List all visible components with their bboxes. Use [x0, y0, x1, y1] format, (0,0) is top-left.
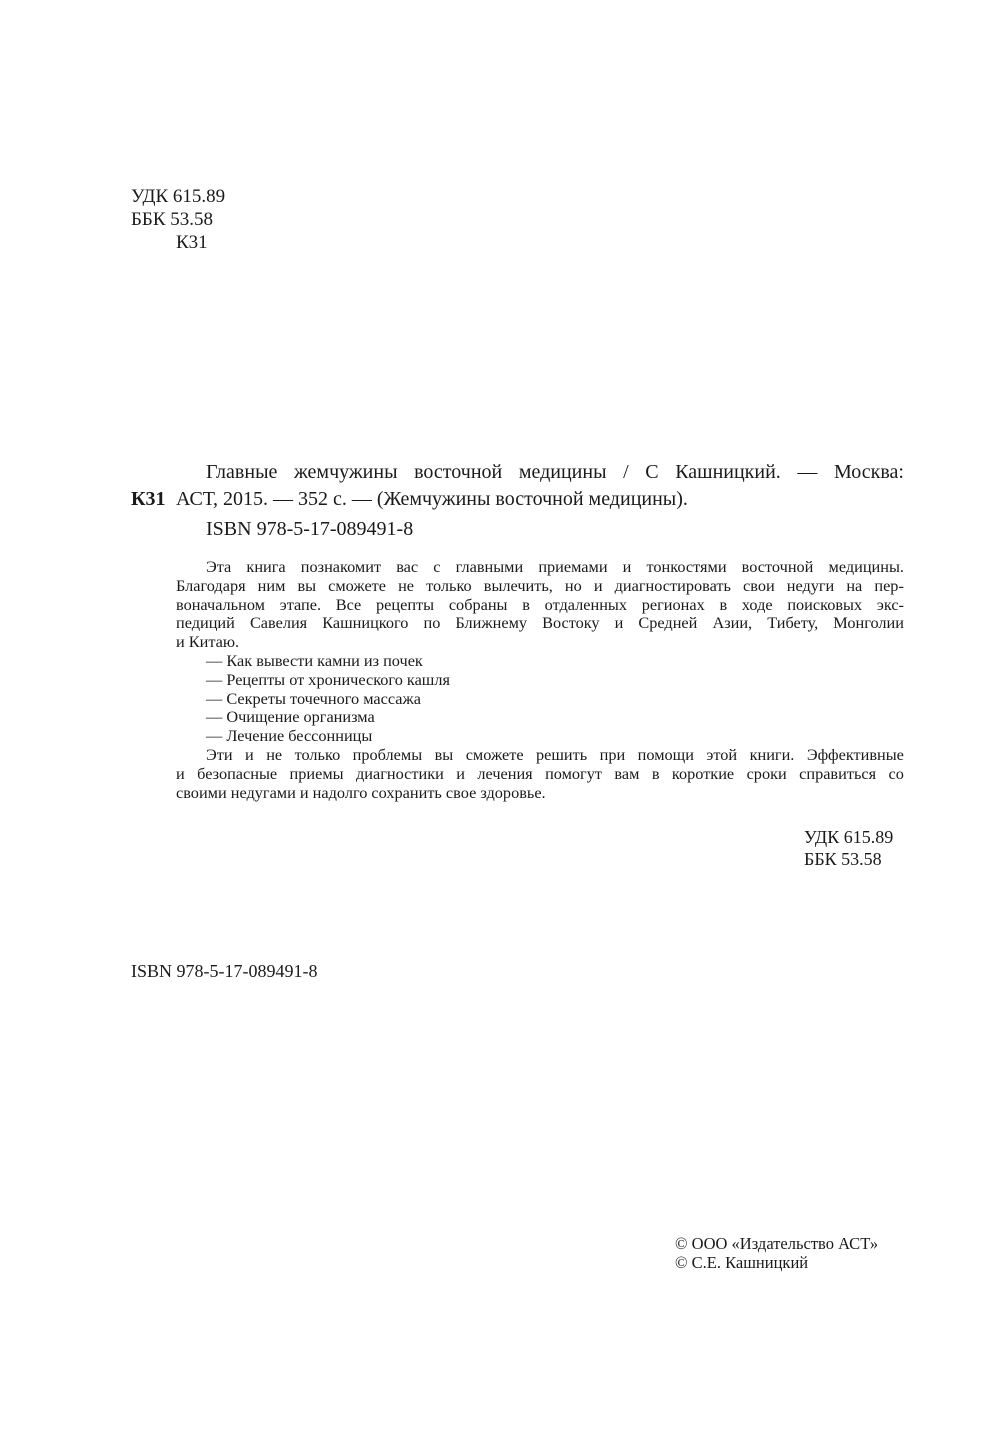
annotation-word: Эта — [206, 557, 232, 576]
author-mark: К31 — [176, 232, 208, 253]
annotation-word: короткие — [671, 763, 735, 783]
udk-code-bottom: УДК 615.89 — [804, 827, 894, 847]
classification-top — [131, 185, 225, 254]
annotation-word: но — [564, 575, 582, 595]
annotation-word: Эффективные — [806, 744, 904, 764]
annotation-word: медицины. — [828, 557, 904, 576]
annotation-word: и — [614, 613, 624, 633]
annotation-word: книга — [246, 557, 286, 576]
annotation-word: в — [719, 594, 728, 614]
annotation-bullet: — Рецепты от хронического кашля — [206, 669, 450, 689]
annotation-word: приемы — [289, 763, 344, 783]
annotation — [176, 558, 904, 802]
annotation-bullet: — Очищение организма — [206, 707, 375, 727]
bib-imprint-line: АСТ, 2015. — 352 с. — (Жемчужины восточной медицины). — [176, 488, 688, 510]
annotation-word: вылечить, — [483, 575, 553, 595]
annotation-word: вас — [396, 557, 419, 576]
annotation-word: и — [245, 744, 254, 764]
annotation-word: познакомит — [300, 557, 382, 576]
annotation-word: сможете — [328, 575, 387, 595]
annotation-word: справиться — [799, 763, 877, 783]
annotation-word: вам — [614, 763, 640, 783]
bbk-code-bottom: ББК 53.58 — [804, 849, 882, 869]
annotation-bullet: — Лечение бессонницы — [206, 726, 373, 746]
bib-word: жемчужины — [293, 461, 398, 483]
annotation-word: не — [398, 575, 415, 595]
annotation-word: ним — [257, 575, 286, 595]
annotation-word: Ближнему — [455, 613, 528, 633]
annotation-word: с — [433, 557, 441, 576]
annotation-word: восточной — [741, 557, 814, 576]
annotation-word: Тибету, — [767, 613, 819, 633]
annotation-word: рецепты — [376, 594, 435, 614]
annotation-line — [176, 746, 904, 765]
annotation-word: этой — [706, 744, 738, 764]
annotation-line — [176, 577, 904, 596]
annotation-word: со — [888, 763, 904, 783]
classification-bottom — [804, 826, 893, 870]
annotation-word: вы — [434, 744, 454, 764]
annotation-word: Востоку — [542, 613, 600, 633]
annotation-word: помогут — [545, 763, 602, 783]
annotation-word: вы — [297, 575, 317, 595]
annotation-word: проблемы — [352, 744, 423, 764]
annotation-word: Средней — [638, 613, 698, 633]
copyright-author: © С.Е. Кашницкий — [675, 1253, 809, 1272]
annotation-word: только — [426, 575, 472, 595]
annotation-word: Все — [335, 594, 362, 614]
bib-imprint-row — [131, 486, 904, 513]
annotation-line — [176, 614, 904, 633]
annotation-word: сроки — [746, 763, 787, 783]
copyright-block — [675, 1234, 878, 1272]
annotation-bullet: — Секреты точечного массажа — [206, 688, 421, 708]
annotation-word: и — [176, 763, 185, 783]
annotation-word: диагностировать — [614, 575, 731, 595]
annotation-line: своими недугами и надолго сохранить свое здоровье. — [176, 782, 546, 802]
annotation-word: не — [266, 744, 283, 764]
annotation-line — [176, 558, 904, 577]
annotation-word: на — [846, 575, 863, 595]
annotation-word: Савелия — [249, 613, 308, 633]
annotation-word: Благодаря — [176, 575, 246, 595]
annotation-line — [176, 765, 904, 784]
annotation-word: Кашницкого — [322, 613, 409, 633]
bibliographic-record — [131, 459, 904, 543]
annotation-word: педиций — [176, 613, 235, 633]
annotation-line — [176, 596, 904, 615]
annotation-word: воначальном — [176, 594, 265, 614]
annotation-word: отдаленных — [544, 594, 627, 614]
annotation-word: экс- — [876, 594, 904, 614]
annotation-word: диагностики — [356, 763, 444, 783]
bib-word: — — [797, 461, 818, 483]
annotation-word: помощи — [637, 744, 694, 764]
annotation-word: свои — [743, 575, 775, 595]
bbk-code: ББК 53.58 — [131, 209, 213, 230]
annotation-word: приемами — [538, 557, 608, 576]
annotation-word: главными — [455, 557, 524, 576]
annotation-word: ходе — [741, 594, 773, 614]
annotation-word: Эти — [206, 744, 233, 764]
annotation-bullet: — Как вывести камни из почек — [206, 650, 423, 670]
bib-word: восточной — [414, 461, 503, 483]
annotation-word: и — [456, 763, 465, 783]
isbn-bottom: ISBN 978-5-17-089491-8 — [131, 961, 318, 981]
annotation-word: в — [522, 594, 530, 614]
annotation-word: и — [593, 575, 603, 595]
bib-isbn: ISBN 978-5-17-089491-8 — [206, 518, 414, 540]
annotation-word: по — [423, 613, 441, 633]
annotation-word: сможете — [465, 744, 524, 764]
annotation-word: собраны — [448, 594, 508, 614]
annotation-line: и Китаю. — [176, 632, 240, 652]
annotation-word: этапе. — [279, 594, 322, 614]
copyright-publisher: © ООО «Издательство АСТ» — [675, 1234, 879, 1253]
bib-author-mark: К31 — [131, 488, 166, 510]
bib-word: Главные — [206, 461, 278, 483]
bib-word: / — [623, 461, 629, 483]
annotation-word: и — [622, 557, 632, 576]
annotation-word: безопасные — [197, 763, 278, 783]
udk-code: УДК 615.89 — [131, 186, 226, 207]
annotation-word: недуги — [786, 575, 835, 595]
annotation-word: только — [294, 744, 341, 764]
bib-title-line — [131, 459, 904, 486]
annotation-word: книги. — [749, 744, 795, 764]
annotation-word: пер- — [874, 575, 904, 595]
annotation-word: Монголии — [833, 613, 904, 633]
bib-word: Кашницкий. — [675, 461, 781, 483]
annotation-word: регионах — [641, 594, 705, 614]
bib-word: Москва: — [834, 461, 904, 483]
annotation-word: при — [599, 744, 626, 764]
annotation-word: тонкостями — [646, 557, 727, 576]
annotation-word: поисковых — [787, 594, 863, 614]
annotation-word: решить — [536, 744, 588, 764]
bib-word: медицины — [518, 461, 607, 483]
annotation-word: лечения — [477, 763, 533, 783]
annotation-word: в — [651, 763, 660, 783]
annotation-word: Азии, — [712, 613, 753, 633]
bib-word: С — [645, 461, 659, 483]
